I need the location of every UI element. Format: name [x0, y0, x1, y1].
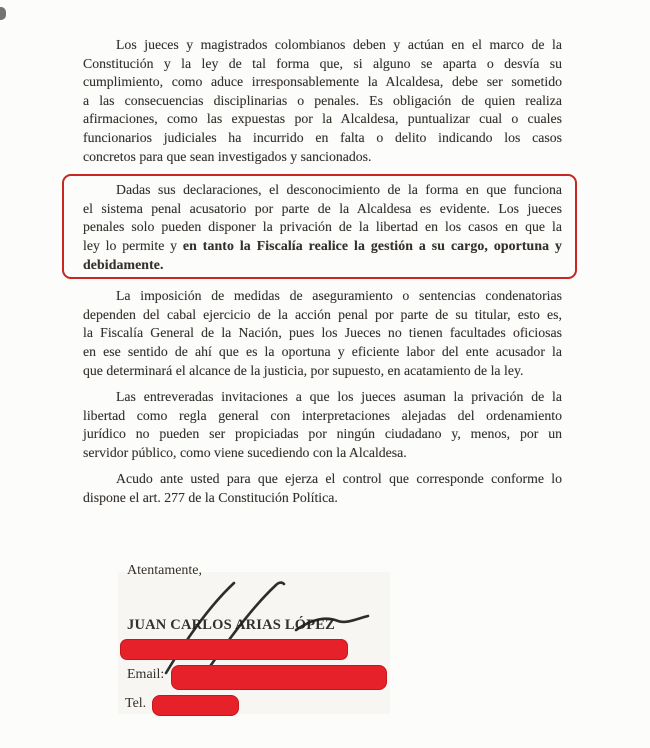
text-line: dispone el art. 277 de la Constitución Política. — [83, 490, 338, 506]
redaction-name-block — [120, 639, 348, 660]
redaction-email-block — [171, 665, 387, 690]
text-line: afirmaciones, como las expuestas por la Alcaldesa, puntualizar cual o cuales — [83, 111, 562, 127]
text-line: cumplimiento, como aduce irresponsablemente la Alcaldesa, debe ser sometido — [83, 74, 562, 90]
text-line: libertad como regla general con interpretaciones alejadas del ordenamiento — [83, 407, 562, 423]
signer-name: JUAN CARLOS ARIAS LÓPEZ — [127, 617, 336, 633]
text-line: Las entreveradas invitaciones a que los jueces asuman la privación de la — [116, 389, 562, 405]
text-line: servidor público, como viene sucediendo con la Alcaldesa. — [83, 444, 407, 460]
text-line: jurídico no pueden ser propiciadas por ningún ciudadano y, menos, por un — [83, 426, 562, 442]
paragraph — [83, 388, 562, 462]
signature-stroke-dash — [296, 616, 368, 630]
letter-body — [83, 36, 562, 516]
text-line: Dadas sus declaraciones, el desconocimiento de la forma en que funciona — [116, 182, 562, 198]
paragraph — [83, 287, 562, 380]
text-line: que determinará el alcance de la justicia, por supuesto, en acatamiento de la ley. — [83, 362, 524, 378]
scan-artifact — [0, 7, 6, 20]
text-line: el sistema penal acusatorio por parte de la Alcaldesa es evidente. Los jueces — [83, 200, 562, 216]
text-line: La imposición de medidas de aseguramiento o sentencias condenatorias — [116, 288, 562, 304]
text-line: Los jueces y magistrados colombianos deben y actúan en el marco de la — [116, 37, 562, 52]
closing-salutation: Atentamente, — [127, 563, 203, 578]
text-line: funcionarios judiciales ha incurrido en falta o delito indicando los casos — [83, 129, 562, 145]
text-line: Constitución y la ley de tal forma que, si alguno se aparta o desvía su — [83, 55, 562, 71]
signature-stroke-right — [204, 583, 284, 675]
paragraph — [83, 470, 562, 507]
text-line: ley lo permite y en tanto la Fiscalía realice la gestión a su cargo, oportuna y — [83, 237, 562, 253]
text-line: en ese sentido de ahí que es la oportuna y eficiente labor del ente acusador la — [83, 343, 562, 359]
text-line: concretos para que sean investigados y sancionados. — [83, 148, 372, 164]
text-line: la Fiscalía General de la Nación, pues los Jueces no tienen facultades oficiosas — [83, 325, 562, 341]
redaction-tel-block — [152, 695, 239, 716]
tel-label: Tel. — [125, 696, 147, 711]
highlighted-paragraph — [62, 174, 577, 279]
text-line: Acudo ante usted para que ejerza el control que corresponde conforme lo — [116, 471, 562, 487]
text-line: debidamente. — [83, 256, 164, 272]
paragraph — [83, 36, 562, 166]
text-line: penales solo pueden disponer la privación de la libertad en los casos en que la — [83, 219, 562, 235]
text-line: dependen del cabal ejercicio de la acción penal por parte de su titular, esto es, — [83, 306, 562, 322]
email-label: Email: — [127, 667, 165, 682]
text-line: a las consecuencias disciplinarias o penales. Es obligación de quien realiza — [83, 92, 562, 108]
